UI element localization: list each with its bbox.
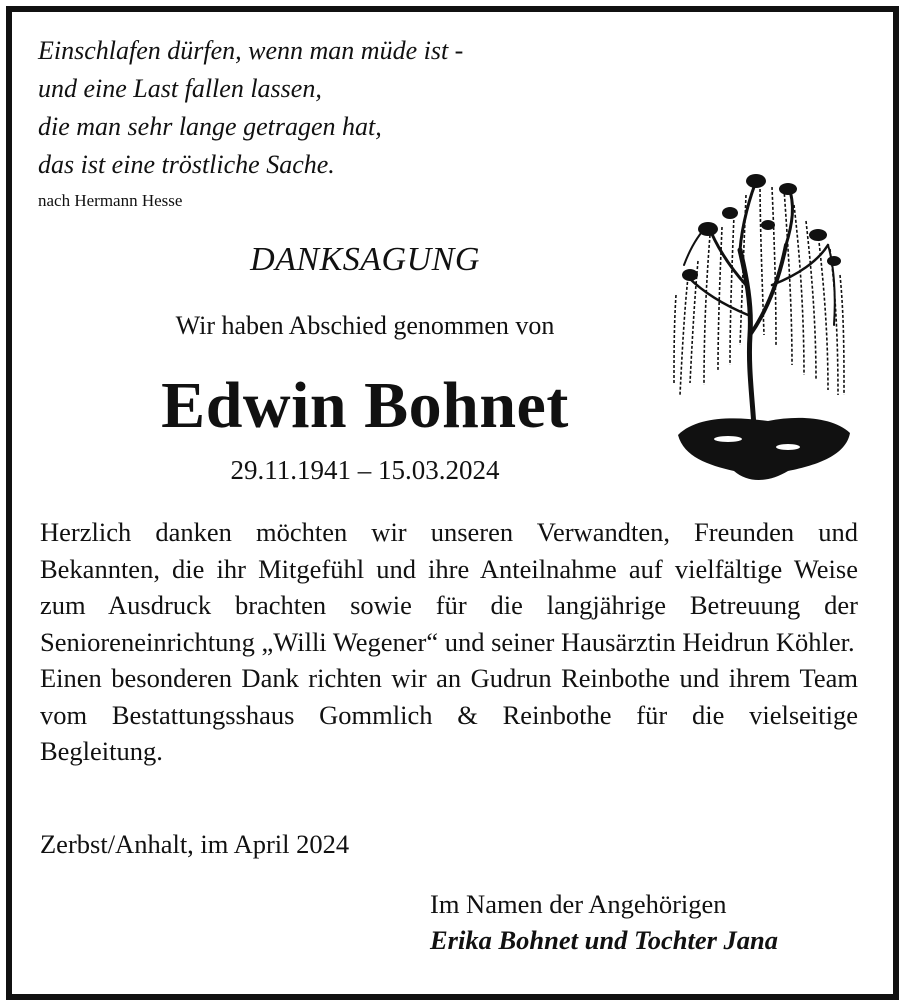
poem-line: das ist eine tröstliche Sache.	[38, 150, 335, 179]
thanks-text	[40, 514, 858, 770]
poem-line: Einschlafen dürfen, wenn man müde ist -	[38, 36, 464, 65]
thanks-paragraph: Herzlich danken möchten wir unseren Verwandten, Freunden und Bekannten, die ihr Mitgefühl und ihre Anteilnahme auf vielfältige Weise zum Ausdruck brachten sowie für die langjährige Betreuung der Senioreneinrichtung „Willi Wegener“ und seiner Hausärztin Heidrun Köhler.	[40, 517, 858, 657]
place-date: Zerbst/Anhalt, im April 2024	[40, 829, 350, 859]
poem	[38, 32, 598, 213]
life-dates: 29.11.1941 – 15.03.2024	[230, 455, 500, 485]
poem-line: und eine Last fallen lassen,	[38, 74, 322, 103]
poem-line: die man sehr lange getragen hat,	[38, 112, 382, 141]
heading: DANKSAGUNG	[250, 241, 480, 278]
weeping-willow-icon	[668, 165, 852, 487]
signature-names: Erika Bohnet und Tochter Jana	[430, 925, 779, 955]
thanks-paragraph: Einen besonderen Dank richten wir an Gudrun Reinbothe und ihrem Team vom Bestattungsshaus Gommlich & Reinbothe für die vielseitige Begleitung.	[40, 663, 858, 766]
signature-intro: Im Namen der Angehörigen	[430, 889, 727, 919]
signature	[430, 886, 778, 958]
intro-text: Wir haben Abschied genommen von	[175, 311, 555, 340]
poem-source: nach Hermann Hesse	[38, 191, 183, 210]
deceased-name: Edwin Bohnet	[161, 369, 569, 442]
